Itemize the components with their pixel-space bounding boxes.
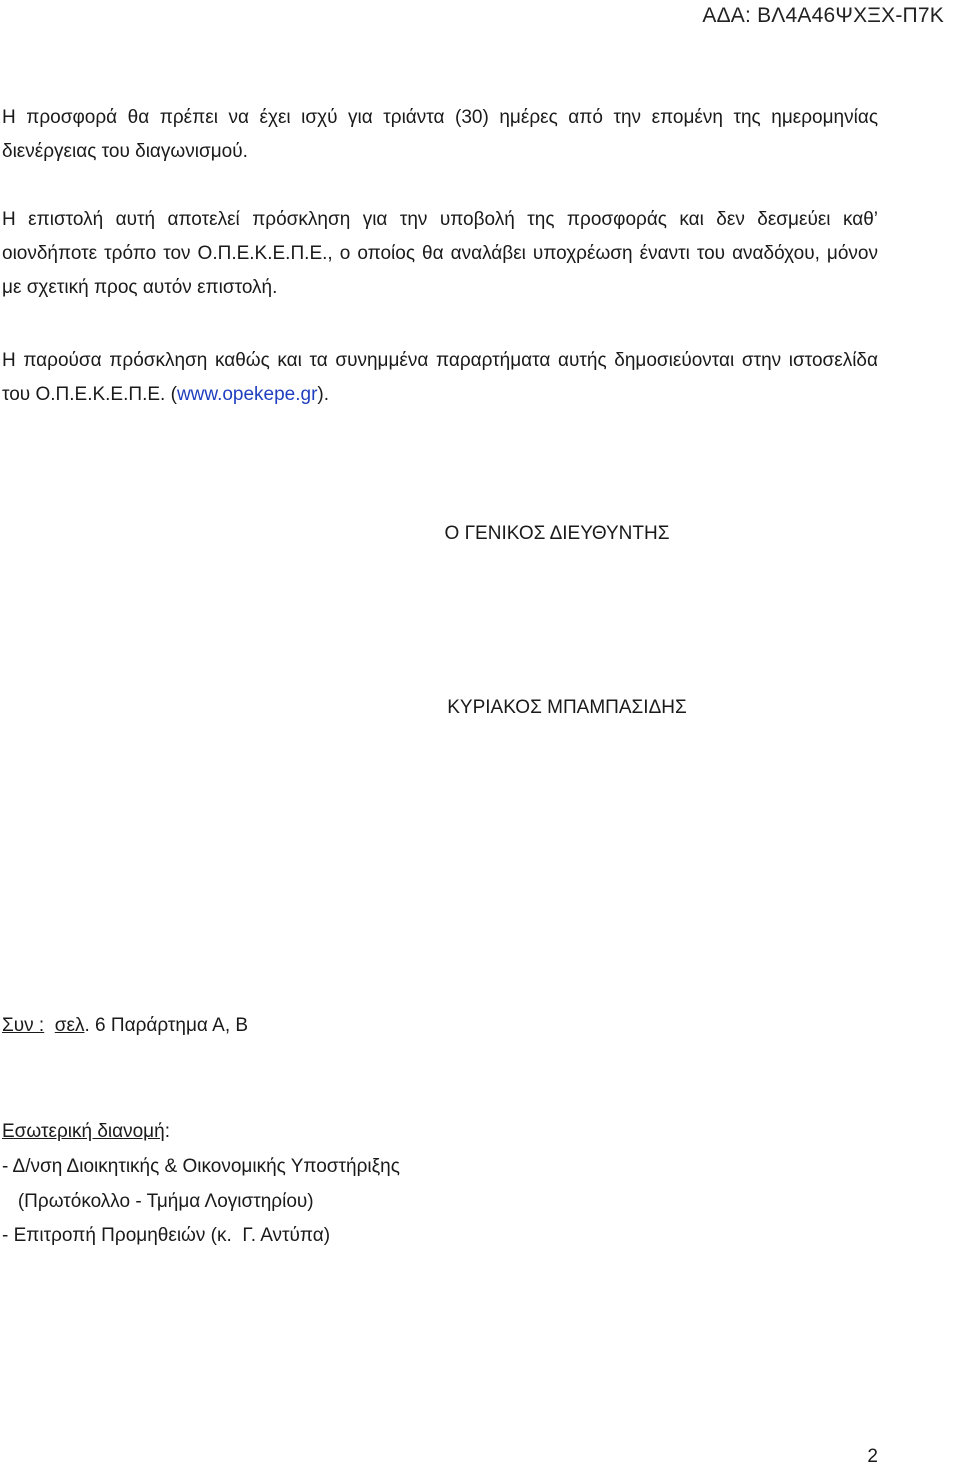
publication-text: Η παρούσα πρόσκληση καθώς και τα συνημμένα παραρτήματα αυτής δημοσιεύονται στην ιστοσελίδα του Ο.Π.Ε.Κ.Ε.Π.Ε. ( <box>2 350 878 405</box>
enclosures-pages-label: σελ <box>54 1015 85 1036</box>
distribution-line: - Δ/νση Διοικητικής & Οικονομικής Υποστήριξης <box>2 1156 400 1177</box>
publication-paragraph <box>2 344 878 412</box>
validity-paragraph: Η προσφορά θα πρέπει να έχει ισχύ για τριάντα (30) ημέρες από την επομένη της ημερομηνίας διενέργειας του διαγωνισμού. <box>2 107 878 162</box>
page-number: 2 <box>867 1446 878 1467</box>
distribution-colon: : <box>164 1121 170 1142</box>
distribution-line: (Πρωτόκολλο - Τμήμα Λογιστηρίου) <box>2 1191 314 1212</box>
ada-code: ΑΔΑ: ΒΛ4Α46ΨΧΞΧ-Π7Κ <box>702 4 944 27</box>
opekepe-link[interactable]: www.opekepe.gr <box>176 384 318 405</box>
distribution-title-text: Εσωτερική διανομή <box>2 1121 165 1142</box>
enclosures-label: Συν : <box>2 1015 45 1036</box>
invitation-paragraph: Η επιστολή αυτή αποτελεί πρόσκληση για την υποβολή της προσφοράς και δεν δεσμεύει καθ’ οιονδήποτε τρόπο τον Ο.Π.Ε.Κ.Ε.Π.Ε., ο οποίος θα αναλάβει υποχρέωση έναντι του αναδόχου, μόνον με σχετική προς αυτόν επιστολή. <box>2 209 878 298</box>
distribution-line: - Επιτροπή Προμηθειών (κ. Γ. Αντύπα) <box>2 1225 331 1246</box>
enclosures-line <box>2 1015 248 1037</box>
distribution-title <box>2 1121 170 1143</box>
publication-text-end: ). <box>317 384 330 405</box>
signatory-name: ΚΥΡΙΑΚΟΣ ΜΠΑΜΠΑΣΙΔΗΣ <box>447 697 687 718</box>
signatory-role: Ο ΓΕΝΙΚΟΣ ΔΙΕΥΘΥΝΤΗΣ <box>444 523 670 544</box>
enclosures-rest: . 6 Παράρτημα Α, Β <box>84 1015 249 1036</box>
